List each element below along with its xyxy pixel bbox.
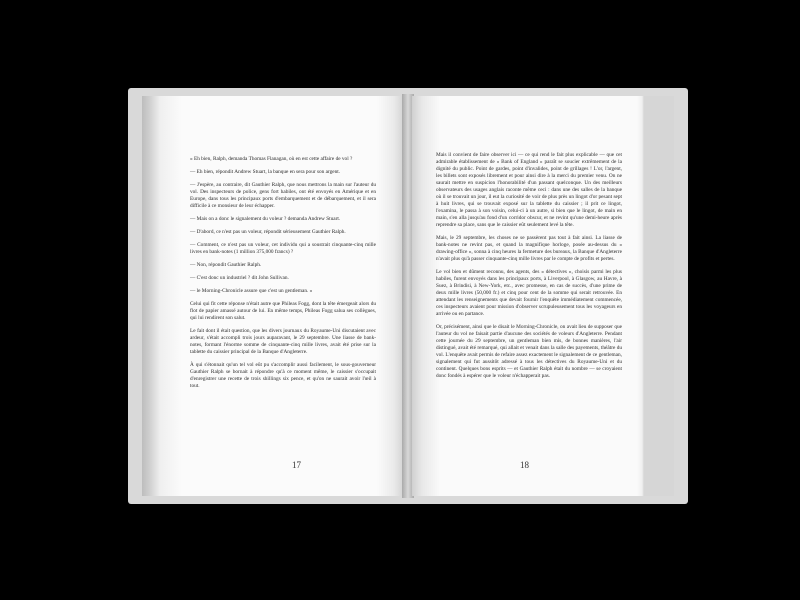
paragraph: — J'espère, au contraire, dit Gauthier Ralph, que nous mettrons la main sur l'auteur du vol. Des inspecteurs de police, gens fort habiles, ont été envoyés en Amérique et en Europe, dans tous les principaux ports d'embarquement et de débarquement, et il sera difficile à ce monsieur de leur échapper. — [190, 182, 376, 209]
paragraph: Le fait dont il était question, que les divers journaux du Royaume-Uni discutaient avec ardeur, s'était accompli trois jours auparavant, le 29 septembre. Une liasse de bank-notes, formant l'énorme somme de cinquante-cinq mille livres, avait été prise sur la tablette du caissier principal de la Banque d'Angleterre. — [190, 328, 376, 355]
paragraph: — Eh bien, répondit Andrew Stuart, la banque en sera pour son argent. — [190, 169, 341, 175]
paragraph: — Non, répondit Gauthier Ralph. — [190, 262, 262, 268]
paragraph: — le Morning-Chronicle assure que c'est un gentleman. » — [190, 288, 313, 294]
paragraph: — D'abord, ce n'est pas un voleur, répondit sérieusement Gauthier Ralph. — [190, 229, 346, 235]
right-page-text — [436, 152, 622, 386]
paragraph: — C'est donc un industriel ? dit John Sullivan. — [190, 275, 289, 281]
paragraph: Le vol bien et dûment reconnu, des agents, des « détectives », choisis parmi les plus habiles, furent envoyés dans les principaux ports, à Liverpool, à Glasgow, au Havre, à Suez, à Brindisi, à New-York, etc., avec promesse, en cas de succès, d'une prime de deux mille livres (50,000 fr.) et cinq pour cent de la somme qui serait retrouvée. En attendant les renseignements que devait fournir l'enquête immédiatement commencée, ces inspecteurs avaient pour mission d'observer scrupuleusement tous les voyageurs en arrivée ou en partance. — [436, 269, 622, 317]
paragraph: Or, précisément, ainsi que le disait le Morning-Chronicle, on avait lieu de supposer que l'auteur du vol ne faisait partie d'aucune des sociétés de voleurs d'Angleterre. Pendant cette journée du 29 septembre, un gentleman bien mis, de bonnes manières, l'air distingué, avait été remarqué, qui allait et venait dans la salle des payements, théâtre du vol. L'enquête avait permis de refaire assez exactement le signalement de ce gentleman, signalement qui fut aussitôt adressé à tous les détectives du Royaume-Uni et du continent. Quelques bons esprits — et Gauthier Ralph était du nombre — se croyaient donc fondés à espérer que le voleur n'échapperait pas. — [436, 324, 622, 379]
left-page-text — [190, 156, 376, 396]
paragraph: « Eh bien, Ralph, demanda Thomas Flanagan, où en est cette affaire de vol ? — [190, 156, 353, 162]
paragraph: Mais il convient de faire observer ici — ce qui rend le fait plus explicable — que cet admirable établissement de « Bank of England » paraît se soucier extrêmement de la dignité du public. Point de gardes, point d'invalides, point de grillages ! L'or, l'argent, les billets sont exposés librement et pour ainsi dire à la merci du premier venu. On ne saurait mettre en suspicion l'honorabilité d'un passant quelconque. Un des meilleurs observateurs des usages anglais raconte même ceci : dans une des salles de la banque où il se trouvait un jour, il eut la curiosité de voir de plus près un lingot d'or pesant sept à huit livres, qui se trouvait exposé sur la tablette du caissier ; il prit ce lingot, l'examina, le passa à son voisin, celui-ci à un autre, si bien que le lingot, de main en main, s'en alla jusqu'au fond d'un corridor obscur, et ne revint qu'une demi-heure après reprendre sa place, sans que le caissier eût seulement levé la tête. — [436, 152, 622, 228]
paragraph: — Comment, ce n'est pas un voleur, cet individu qui a soustrait cinquante-cinq mille livres en bank-notes (1 million 375,000 francs) ? — [190, 242, 376, 255]
open-book — [128, 88, 688, 504]
paragraph: Celui qui fit cette réponse n'était autre que Phileas Fogg, dont la tête émergeait alors du flot de papier amassé autour de lui. En même temps, Phileas Fogg salua ses collègues, qui lui rendirent son salut. — [190, 301, 376, 321]
right-page — [412, 96, 674, 496]
page-number: 17 — [292, 460, 301, 470]
left-page — [142, 96, 404, 496]
paragraph: À qui s'étonnait qu'un tel vol eût pu s'accomplir aussi facilement, le sous-gouverneur Gauthier Ralph se bornait à répondre qu'à ce moment même, le caissier s'occupait d'enregistrer une recette de trois shillings six pence, et qu'on ne saurait avoir l'œil à tout. — [190, 362, 376, 389]
paragraph: — Mais on a donc le signalement du voleur ? demanda Andrew Stuart. — [190, 216, 341, 222]
page-number: 18 — [520, 460, 529, 470]
paragraph: Mais, le 29 septembre, les choses ne se passèrent pas tout à fait ainsi. La liasse de bank-notes ne revint pas, et quand la magnifique horloge, posée au-dessus du « drawing-office », sonna à cinq heures la fermeture des bureaux, la Banque d'Angleterre n'avait plus qu'à passer cinquante-cinq mille livres par le compte de profits et pertes. — [436, 235, 622, 262]
